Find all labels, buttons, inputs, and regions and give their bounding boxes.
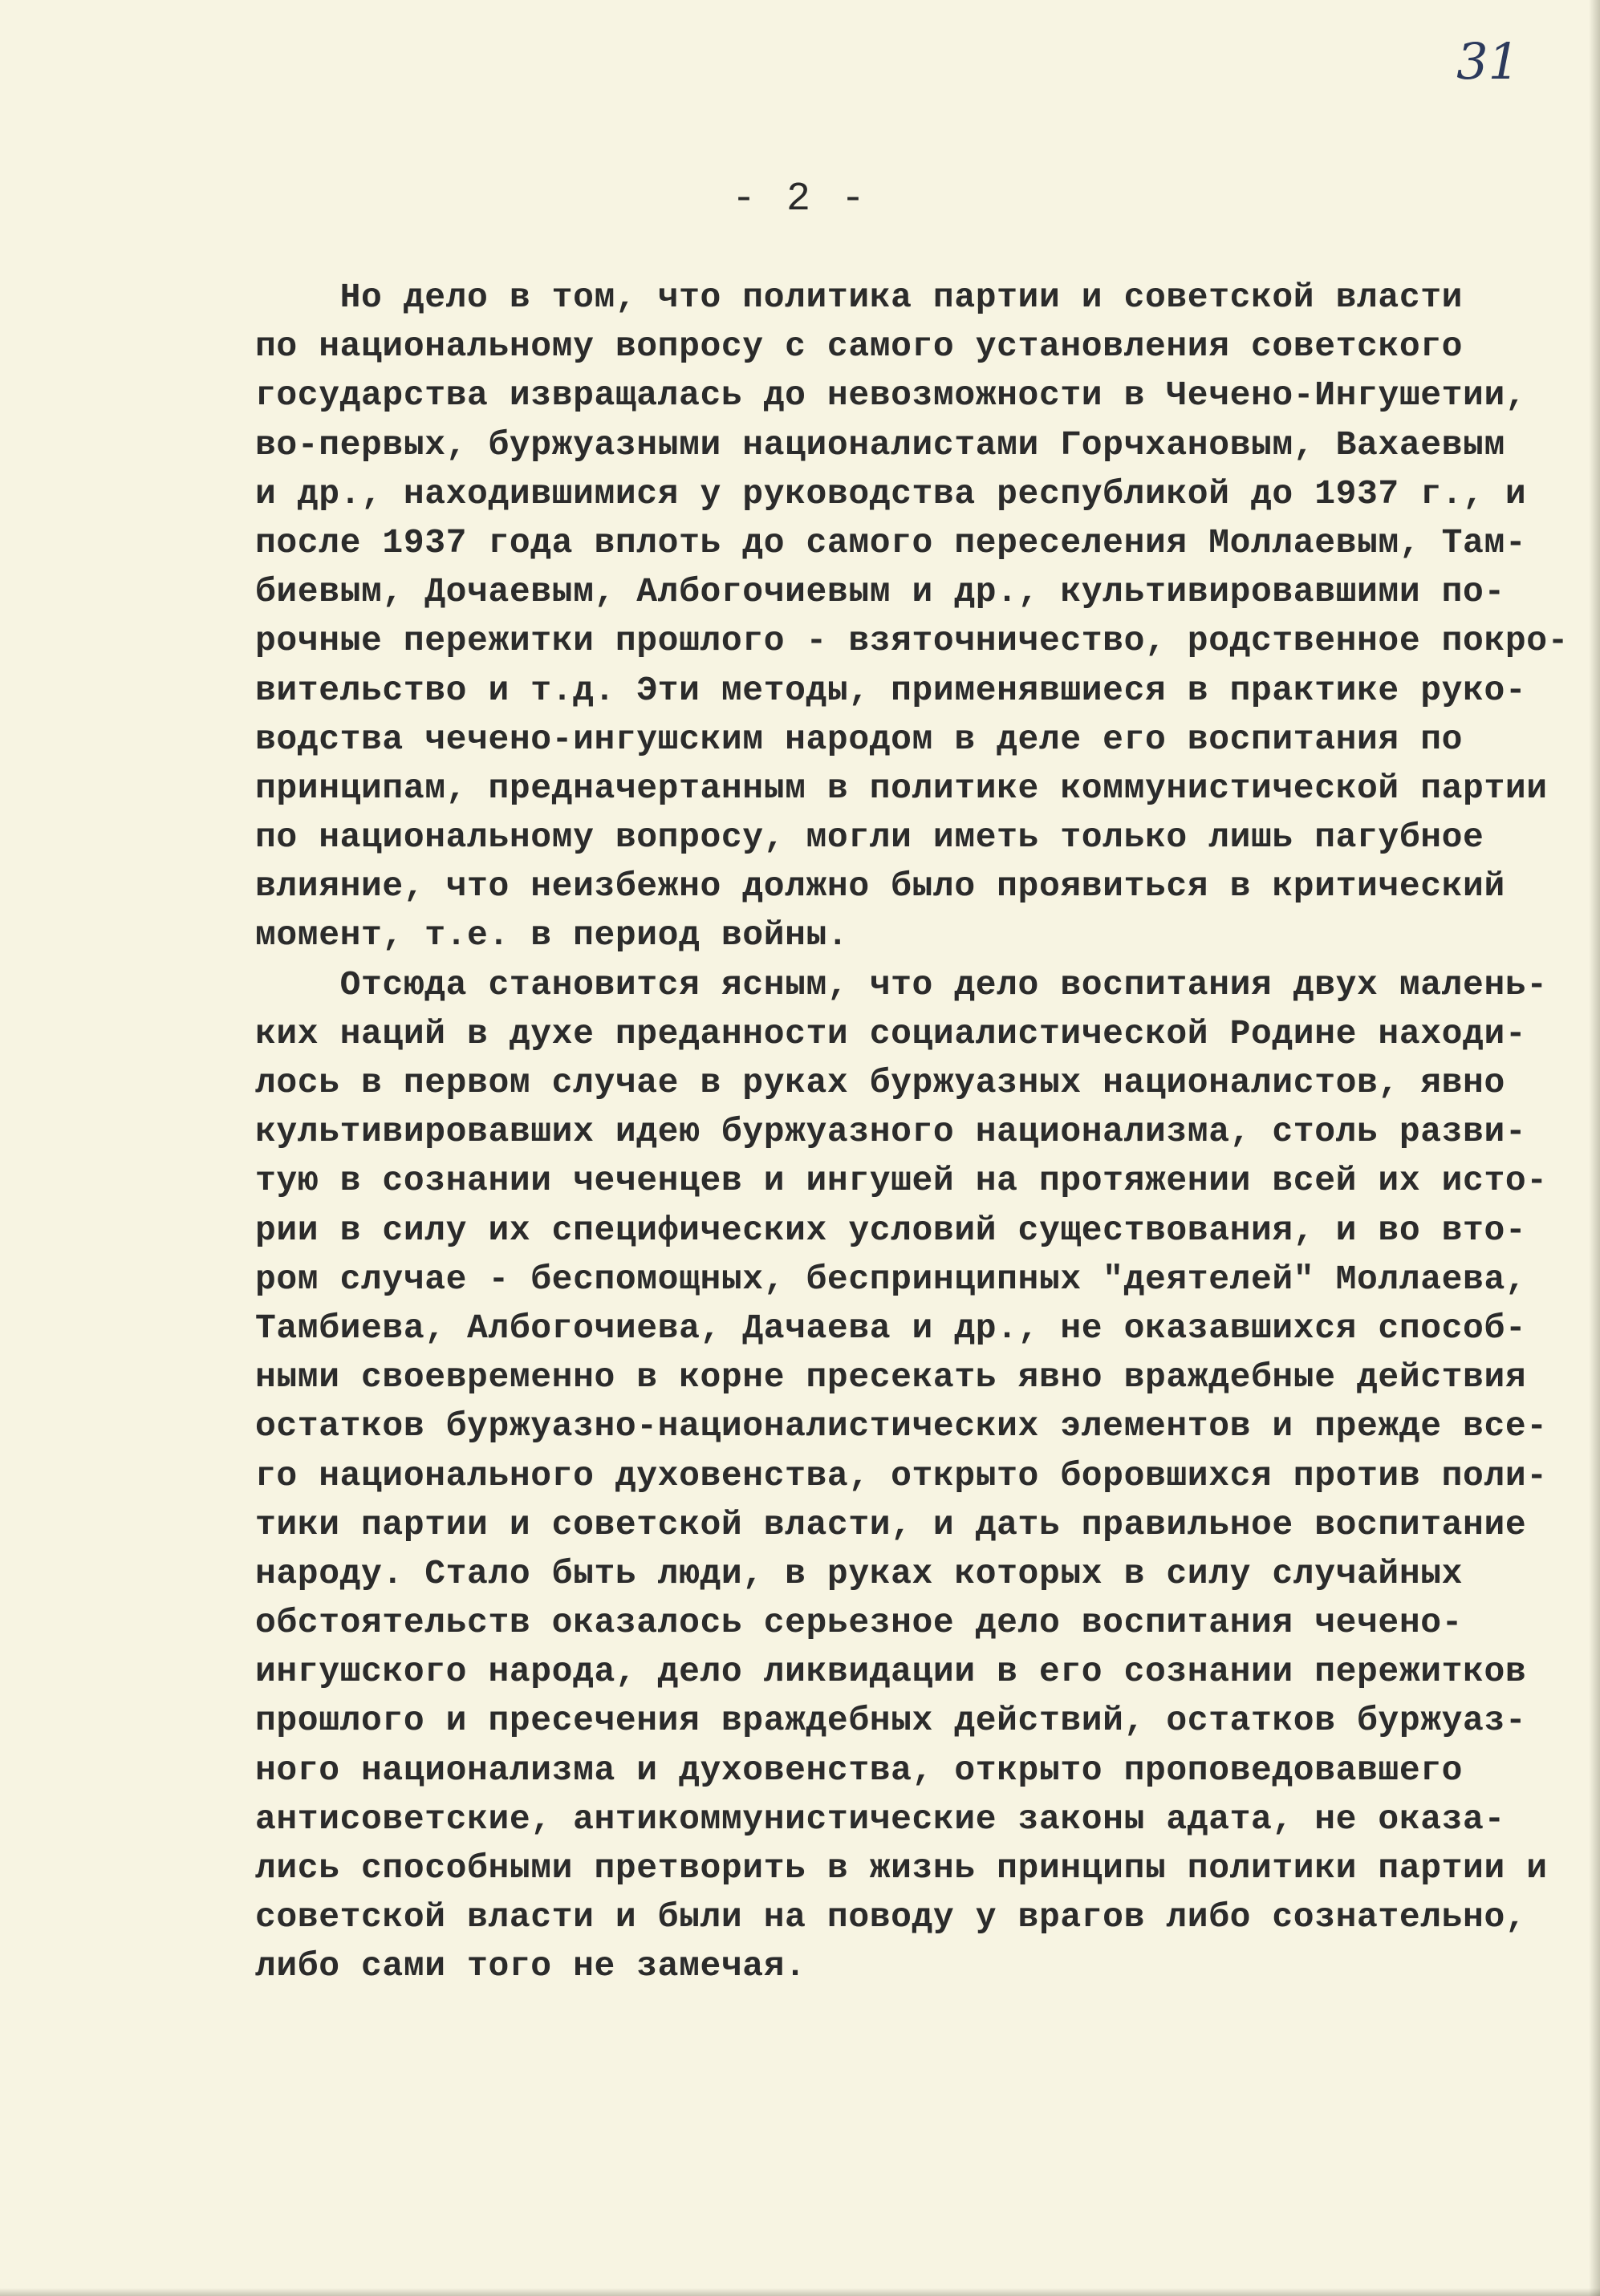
text-line: водства чечено-ингушским народом в деле его воспитания по xyxy=(255,719,1464,759)
page-edge-shadow xyxy=(1589,0,1600,2296)
text-line: во-первых, буржуазными националистами Горчхановым, Вахаевым xyxy=(255,424,1505,464)
text-line: го национального духовенства, открыто боровшихся против поли- xyxy=(255,1455,1548,1495)
text-line: остатков буржуазно-националистических элементов и прежде все- xyxy=(255,1406,1548,1446)
text-line: культивировавших идею буржуазного национализма, столь разви- xyxy=(255,1112,1527,1152)
text-line: момент, т.е. в период войны. xyxy=(255,915,849,955)
text-line: ких наций в духе преданности социалистической Родине находи- xyxy=(255,1013,1527,1053)
text-line: тики партии и советской власти, и дать правильное воспитание xyxy=(255,1504,1527,1544)
text-line: Отсюда становится ясным, что дело воспитания двух малень- xyxy=(255,964,1548,1004)
text-line: рии в силу их специфических условий существования, и во вто- xyxy=(255,1210,1527,1250)
text-line: лись способными претворить в жизнь принципы политики партии и xyxy=(255,1848,1548,1888)
text-line: принципам, предначертанным в политике коммунистической партии xyxy=(255,768,1548,808)
body-text xyxy=(255,273,1571,1991)
text-line: Тамбиева, Албогочиева, Дачаева и др., не оказавшихся способ- xyxy=(255,1308,1527,1348)
text-line: ингушского народа, дело ликвидации в его сознании пережитков xyxy=(255,1652,1527,1692)
text-line: влияние, что неизбежно должно было проявиться в критический xyxy=(255,866,1505,907)
text-line: советской власти и были на поводу у врагов либо сознательно, xyxy=(255,1897,1527,1937)
text-line: лось в первом случае в руках буржуазных националистов, явно xyxy=(255,1063,1505,1102)
text-line: Но дело в том, что политика партии и советской власти xyxy=(255,278,1464,317)
page-number: - 2 - xyxy=(731,176,869,222)
text-line: народу. Стало быть люди, в руках которых в силу случайных xyxy=(255,1553,1464,1593)
text-line: биевым, Дочаевым, Албогочиевым и др., культивировавшими по- xyxy=(255,572,1505,612)
text-line: антисоветские, антикоммунистические законы адата, не оказа- xyxy=(255,1799,1505,1839)
text-line: государства извращалась до невозможности в Чечено-Ингушетии, xyxy=(255,375,1527,416)
text-line: ного национализма и духовенства, открыто проповедовавшего xyxy=(255,1750,1464,1790)
archive-folio-number: 31 xyxy=(1456,32,1520,91)
text-line: ными своевременно в корне пресекать явно враждебные действия xyxy=(255,1357,1527,1397)
text-line: по национальному вопросу, могли иметь только лишь пагубное xyxy=(255,817,1484,858)
text-line: либо сами того не замечая. xyxy=(255,1946,806,1986)
text-line: тую в сознании чеченцев и ингушей на протяжении всей их исто- xyxy=(255,1161,1548,1201)
text-line: по национальному вопросу с самого установления советского xyxy=(255,327,1464,367)
text-line: обстоятельств оказалось серьезное дело воспитания чечено- xyxy=(255,1603,1464,1643)
page-bottom-shadow xyxy=(0,2288,1600,2296)
text-line: после 1937 года вплоть до самого переселения Моллаевым, Там- xyxy=(255,522,1527,562)
text-line: вительство и т.д. Эти методы, применявшиеся в практике руко- xyxy=(255,670,1527,710)
text-line: и др., находившимися у руководства республикой до 1937 г., и xyxy=(255,473,1527,513)
text-line: ром случае - беспомощных, беспринципных "деятелей" Моллаева, xyxy=(255,1259,1527,1299)
text-line: прошлого и пресечения враждебных действий, остатков буржуаз- xyxy=(255,1701,1527,1741)
text-line: рочные пережитки прошлого - взяточничество, родственное покро- xyxy=(255,621,1570,661)
